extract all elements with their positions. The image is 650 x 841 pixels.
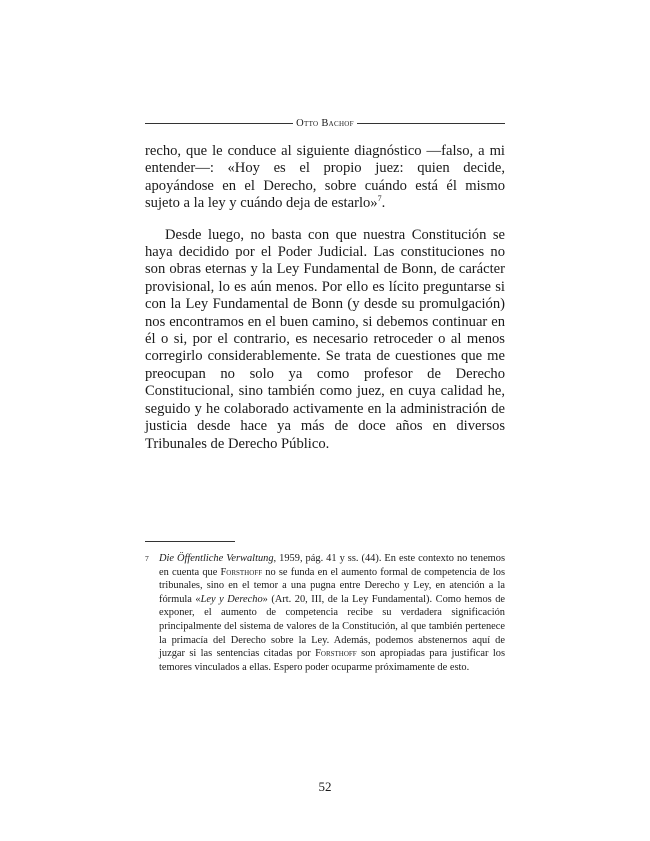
author-name: Forsthoff [220,566,263,578]
footnote-journal-title: Die Öffentliche Verwaltung [159,553,274,564]
main-text [145,143,505,453]
paragraph-2: Desde luego, no basta con que nuestra Constitución se haya decidido por el Poder Judicial. Las constituciones no son obras eternas y la Ley Fundamental de Bonn, de carácter provisional, lo es aún menos. Por ello es lícito preguntarse si con la Ley Fundamental de Bonn (y desde su promulgación) nos encontramos en el buen camino, si debemos continuar en él o si, por el contrario, es necesario retroceder o al menos corregirlo considerablemente. Se trata de cuestiones que me preocupan no solo ya como profesor de Derecho Constitucional, sino también como juez, en cuya calidad he, seguido y he colaborado activamente en la administración de justicia desde hace ya más de doce años en diversos Tribunales de Derecho Público. [145,226,505,452]
footnote-separator [145,541,235,542]
footnote-segment: , 1959, pág. 41 y ss. (44). En este contexto no tenemos en cuenta que [159,553,505,578]
paragraph-1-text: recho, que le conduce al siguiente diagnóstico —falso, a mi entender—: «Hoy es el propio juez: quien decide, apoyándose en el Derecho, sobre cuándo está él mismo sujeto a la ley y cuándo deja de estarlo» [145,143,505,212]
footnote-segment: son apropiadas para justificar los temores vinculados a ellas. Espero poder ocuparme próximamente de esto. [159,648,505,673]
author-name: Forsthoff [315,648,357,660]
footnote-segment: no se funda en el aumento formal de competencia de los tribunales, sino en el temor a una pugna entre Derecho y Ley, en atención a la fórmula « [159,566,505,605]
footnote-7 [145,552,505,674]
footnote-segment: » (Art. 20, III, de la Ley Fundamental). Como hemos de exponer, el aumento de competencia recibe su verdadera significación principalmente del sistema de valores de la Constitución, al que también pertenece la primacía del Derecho sobre la Ley. Además, podemos abstenernos aquí de juzgar si las sentencias citadas por [159,593,506,660]
paragraph-1-end: . [381,195,386,212]
header-rule-left [145,123,293,124]
footnote-formula: Ley y Derecho [200,593,263,605]
running-title: Otto Bachof [296,117,354,129]
page-number: 52 [318,779,332,794]
footnote-text [145,552,505,674]
header-rule-right [357,123,505,124]
footnote-reference: 7 [377,194,382,204]
paragraph-continuation [145,143,505,213]
footnote-number: 7 [145,554,149,563]
running-header [145,115,505,131]
